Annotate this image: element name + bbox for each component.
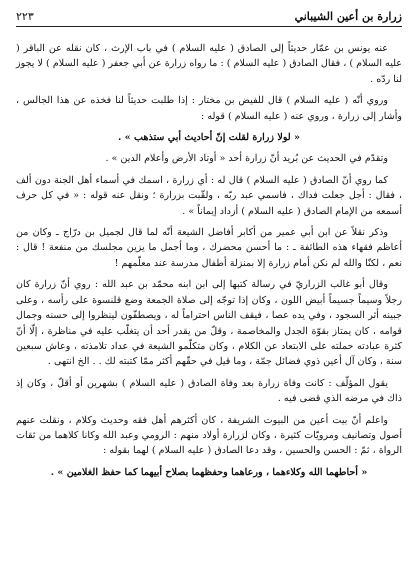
quotation: « أحاطهما الله وكلاءهما ، ورعاهما وحفظهما بصلاح أبيهما كما حفظ الغلامين » . xyxy=(50,466,368,478)
paragraph: وروي أنّه ( عليه السلام ) قال للفيض بن مختار : إذا طلبت حديثاً لنا فخذه عن هذا الجالس ، وأشار إلى زرارة ، وروي عنه ( عليه السلام ) قوله : xyxy=(16,95,402,122)
paragraph: وقال أبو غالب الزراريّ في رسالة كتبها إلى ابن ابنه محمّد بن عبد الله : روي أنّ زرارة كان رجلاً وسيماً جسيماً أبيض اللون ، وكان إذا توجّه إلى صلاة الجمعة وضع قلنسوة على رأسه ، وعلى جبينه أثر السجود ، وفي يده عصا ، فيقف الناس احتراماً له ، ويصطفّون لينظروا إلى حسنه وجمال قوامه ، كان يمتاز بقوّة الجدل والمخاصمة ، وقلّ من يقدر أحد أن يتغلّب عليه في مناظرة ، إلّا أنّ كثرة عبادته حملته على الابتعاد عن الكلام ، وكان متكلّمو الشيعة في عداد تلامذته ، وعاش سبعين سنة ، وكان آل أعين ذوي فضائل جمّة ، وما قيل في حقّهم أكثر ممّا كتبته لك . . الخ انتهى . xyxy=(16,279,402,368)
paragraph: وتقدّم في الحديث عن بُريد أنّ زرارة أحد « أوتاد الأرض وأعلام الدين » . xyxy=(105,153,388,165)
running-title: زرارة بن أعين الشيباني xyxy=(294,10,402,23)
paragraph: واعلم أنّ بيت أعين من البيوت الشريفة ، كان أكثرهم أهل فقه وحديث وكلام ، ونقلت عنهم أصول وتصانيف ومرويّات كثيرة ، وكان لزرارة أولاد منهم : الرومي وعبد الله وكانا كلاهما من ثقات الرواة ، ثمّ : الحسن والحسين ، وقد دعا الصادق ( عليه السلام ) لهما بقوله : xyxy=(16,414,402,457)
page-number: ٢٢٣ xyxy=(16,10,34,23)
page-body xyxy=(16,41,402,480)
paragraph: يقول المؤلّف : كانت وفاة زرارة بعد وفاة الصادق ( عليه السلام ) بشهرين أو أقلّ ، وكان إذ ذاك في مرضه الذي قضى فيه . xyxy=(16,377,402,405)
paragraph: كما روي أنّ الصادق ( عليه السلام ) قال له : أي زرارة ، اسمك في أسماء أهل الجنة دون ألف ، فقال : أجل جعلت فداك ، فاسمي عبد ربّه ، ولقّبت بزرارة ؛ ونقل عنه قوله : « في كل حرف أسمعه من الإمام الصادق ( عليه السلام ) أزداد إيماناً » . xyxy=(16,174,402,217)
running-header xyxy=(16,10,402,27)
paragraph: وذكر نقلاً عن ابن أبي عمير من أكابر أفاضل الشيعة أنّه لما قال لجميل بن درّاج ـ وكان من أعاظم فقهاء هذه الطائفة ـ : ما أحسن محضرك ، وما أجمل ما يزين مجلسك من منفعة ! قال : نعم ، لكنّا والله لم نكن أمام زرارة إلا بمنزلة أطفال مدرسة عند معلّمهم ! xyxy=(16,227,402,269)
quotation: « لولا زرارة لقلت إنّ أحاديث أبي ستذهب » . xyxy=(117,132,301,144)
paragraph: عنه يونس بن عمّار حديثاً إلى الصادق ( عليه السلام ) في باب الإرث ، كان نقله عن الباقر ( عليه السلام ) ، فقال الصادق ( عليه السلام ) : ما رواه زرارة عن أبي جعفر ( عليه السلام ) لا يجوز لنا ردّه . xyxy=(16,43,402,85)
